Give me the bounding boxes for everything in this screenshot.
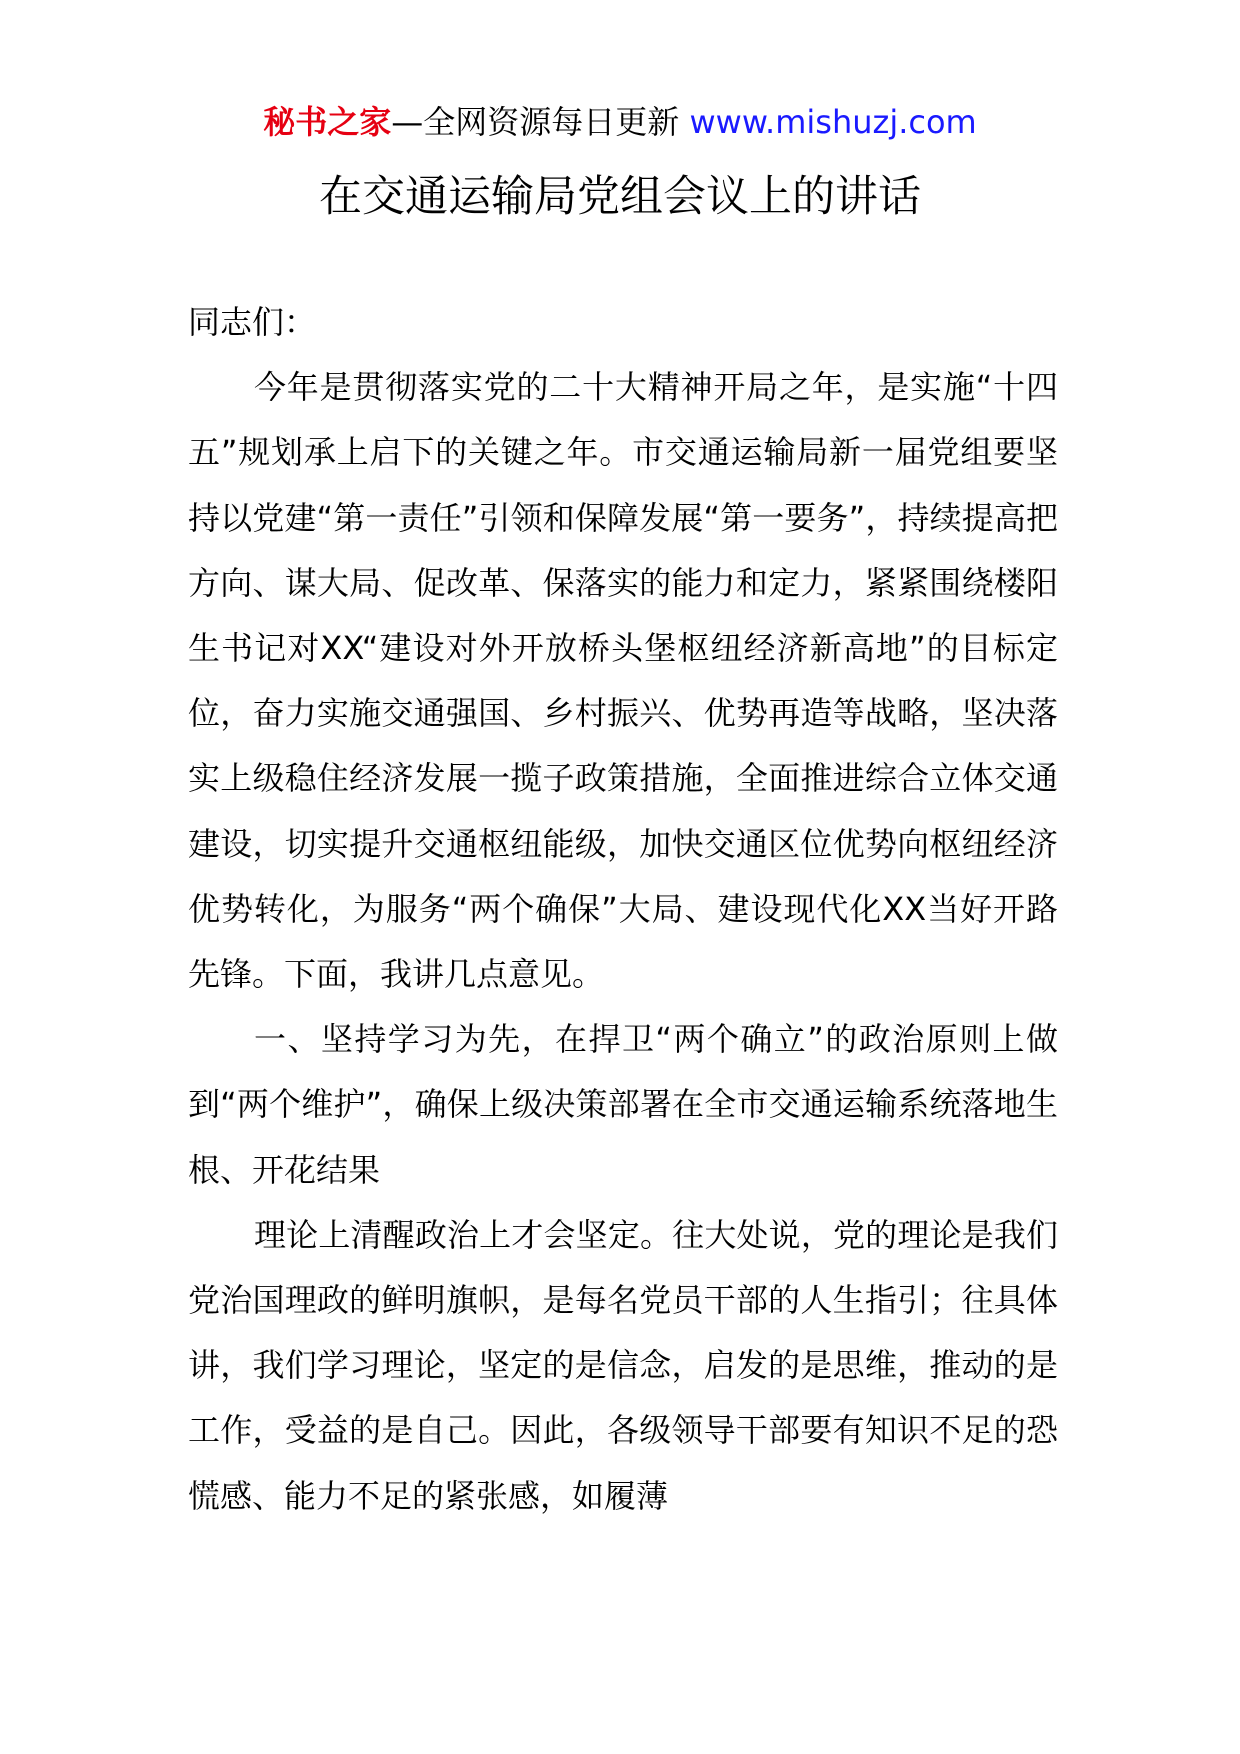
- brand-name: 秘书之家: [263, 103, 392, 141]
- section-heading-1: 一、坚持学习为先，在捍卫“两个确立”的政治原则上做到“两个维护”，确保上级决策部署在全市交通运输系统落地生根、开花结果: [188, 1020, 1058, 1189]
- document-body: [188, 290, 1058, 1529]
- banner-tagline: —全网资源每日更新: [391, 103, 690, 141]
- document-title: 在交通运输局党组会议上的讲话: [319, 172, 921, 222]
- paragraph-intro: 今年是贯彻落实党的二十大精神开局之年，是实施“十四五”规划承上启下的关键之年。市交通运输局新一届党组要坚持以党建“第一责任”引领和保障发展“第一要务”，持续提高把方向、谋大局、促改革、保落实的能力和定力，紧紧围绕楼阳生书记对XX“建设对外开放桥头堡枢纽经济新高地”的目标定位，奋力实施交通强国、乡村振兴、优势再造等战略，坚决落实上级稳住经济发展一揽子政策措施，全面推进综合立体交通建设，切实提升交通枢纽能级，加快交通区位优势向枢纽经济优势转化，为服务“两个确保”大局、建设现代化XX当好开路先锋。下面，我讲几点意见。: [188, 368, 1058, 994]
- paragraph-theory: 理论上清醒政治上才会坚定。往大处说，党的理论是我们党治国理政的鲜明旗帜，是每名党员干部的人生指引；往具体讲，我们学习理论，坚定的是信念，启发的是思维，推动的是工作，受益的是自己。因此，各级领导干部要有知识不足的恐慌感、能力不足的紧张感，如履薄: [188, 1215, 1058, 1515]
- salutation: 同志们：: [188, 303, 317, 341]
- site-url-link[interactable]: www.mishuzj.com: [689, 103, 977, 141]
- site-banner: [0, 98, 1240, 146]
